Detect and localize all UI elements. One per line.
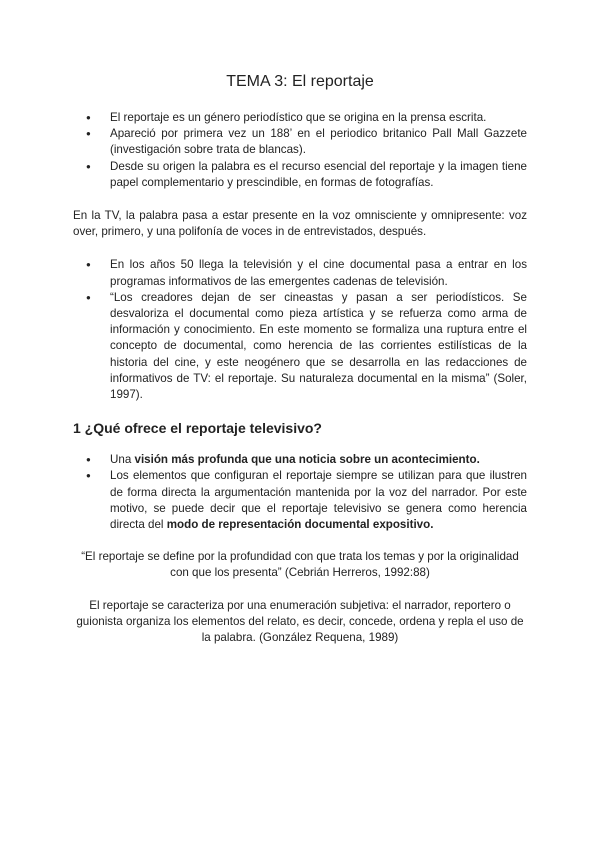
list-item: ● El reportaje es un género periodístico que se origina en la prensa escrita. — [73, 110, 527, 126]
section-heading: 1 ¿Qué ofrece el reportaje televisivo? — [73, 420, 322, 437]
list-item — [73, 452, 527, 468]
list-item-text: Los elementos que configuran el reportaje siempre se utilizan para que ilustren de forma directa la argumentación mantenida por la voz del narrador. Por este motivo, se puede decir que el reportaje televisivo se genera como herencia directa del — [110, 469, 527, 532]
list-item-bold-text: visión más profunda que una noticia sobre un acontecimiento. — [134, 453, 480, 467]
closing-paragraph: El reportaje se caracteriza por una enumeración subjetiva: el narrador, reportero o guionista organiza los elementos del relato, es decir, concede, ordena y repla el uso de la palabra. (González Requena, 1989) — [76, 598, 524, 645]
page-title: TEMA 3: El reportaje — [226, 73, 374, 90]
quote-block: “El reportaje se define por la profundidad con que trata los temas y por la originalidad con que los presenta” (Cebrián Herreros, 1992:88) — [81, 550, 519, 580]
list-item: ● Apareció por primera vez un 188’ en el periodico britanico Pall Mall Gazzete (investigación sobre trata de blancas). — [73, 126, 527, 158]
intro-bullet-list — [73, 110, 527, 191]
list-item-bold-text: modo de representación documental expositivo. — [166, 518, 434, 532]
offers-bullet-list — [73, 452, 527, 533]
list-item: ● En los años 50 llega la televisión y el cine documental pasa a entrar en los programas informativos de las emergentes cadenas de televisión. — [73, 257, 527, 289]
tv-paragraph: En la TV, la palabra pasa a estar presente en la voz omnisciente y omnipresente: voz over, primero, y una polifonía de voces in de entrevistados, después. — [73, 209, 527, 239]
list-item: ● Desde su origen la palabra es el recurso esencial del reportaje y la imagen tiene papel complementario y prescindible, en formas de fotografías. — [73, 159, 527, 191]
list-item-text: Una — [110, 453, 135, 467]
list-item: ● “Los creadores dejan de ser cineastas y pasan a ser periodísticos. Se desvaloriza el documental como pieza artística y se refuerza como arma de información y conocimiento. En este momento se formaliza una ruptura entre el concepto de documental, como herencia de las corrientes estilísticas de la historia del cine, y este neogénero que se desarrolla en las redacciones de informativos de TV: el reportaje. Su naturaleza documental en la misma” (Soler, 1997). — [73, 290, 527, 403]
list-item — [73, 468, 527, 533]
history-bullet-list — [73, 257, 527, 403]
